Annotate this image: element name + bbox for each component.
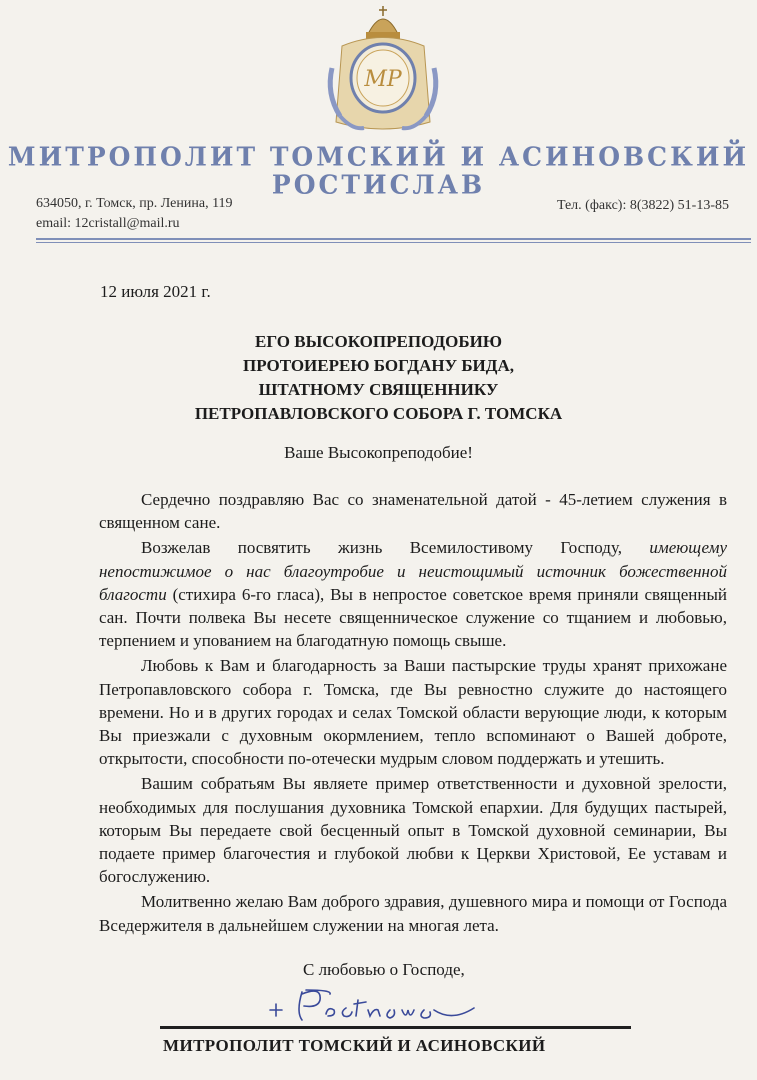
paragraph: Молитвенно желаю Вам доброго здравия, душевного мира и помощи от Господа Вседержителя в дальнейшем служении на многая лета. — [99, 892, 727, 935]
addressee-block — [0, 330, 757, 426]
salutation: Ваше Высокопреподобие! — [284, 443, 473, 462]
paragraph: Любовь к Вам и благодарность за Ваши пастырские труды хранят прихожане Петропавловского собора г. Томска, где Вы ревностно служите до настоящего времени. Но и в других городах и селах Томской области верующие люди, к которым Вы приезжали с духовным окормлением, тепло вспоминают о Вашей доброте, открытости, способности по-отечески мудрым словом поддержать и утешить. — [99, 656, 727, 769]
addressee-line: ПРОТОИЕРЕЮ БОГДАНУ БИДА, — [242, 356, 515, 375]
signature-rule — [160, 1026, 631, 1029]
paragraph — [99, 536, 727, 652]
header-divider-thin — [36, 242, 751, 243]
paragraph: Вашим собратьям Вы являете пример ответственности и духовной зрелости, необходимых для послушания духовника Томской епархии. Для будущих пастырей, которым Вы передаете свой бесценный опыт в Томской духовной семинарии, Вы подаете пример благочестия и глубокой любви к Церкви Христовой, Ее уставам и богослужению. — [99, 774, 727, 887]
letterhead-email: email: 12cristall@mail.ru — [36, 216, 180, 231]
signer-title: МИТРОПОЛИТ ТОМСКИЙ И АСИНОВСКИЙ — [163, 1036, 546, 1055]
addressee-line: ЕГО ВЫСОКОПРЕПОДОБИЮ — [255, 332, 502, 351]
letterhead-title: МИТРОПОЛИТ ТОМСКИЙ И АСИНОВСКИЙ — [7, 141, 750, 172]
letter-date: 12 июля 2021 г. — [100, 282, 211, 301]
header-divider — [36, 238, 751, 240]
paragraph-text: Возжелав посвятить жизнь Всемилостивому Господу, — [141, 538, 650, 558]
coat-of-arms-emblem — [322, 4, 444, 140]
letterhead-address: 634050, г. Томск, пр. Ленина, 119 — [36, 196, 233, 211]
letterhead-name: РОСТИСЛАВ — [271, 169, 486, 200]
letter-body — [99, 488, 727, 937]
letterhead-phone: Тел. (факс): 8(3822) 51-13-85 — [556, 198, 729, 213]
handwritten-signature — [262, 980, 502, 1030]
addressee-line: ПЕТРОПАВЛОВСКОГО СОБОРА Г. ТОМСКА — [194, 404, 563, 423]
paragraph-text: (стихира 6-го гласа), Вы в непростое советское время приняли священный сан. Почти полвека Вы несете священническое служение со тщанием и любовью, терпением и упованием на благодатную помощь свыше. — [99, 584, 727, 651]
addressee-line: ШТАТНОМУ СВЯЩЕННИКУ — [258, 380, 499, 399]
paragraph: Сердечно поздравляю Вас со знаменательной датой - 45-летием служения в священном сане. — [99, 490, 727, 533]
emblem-monogram: МР — [364, 67, 402, 92]
quote-italic: имеющему непостижимое о нас благоутробие и неистощимый источник божественной благости — [99, 538, 727, 604]
closing-phrase: С любовью о Господе, — [303, 960, 465, 979]
